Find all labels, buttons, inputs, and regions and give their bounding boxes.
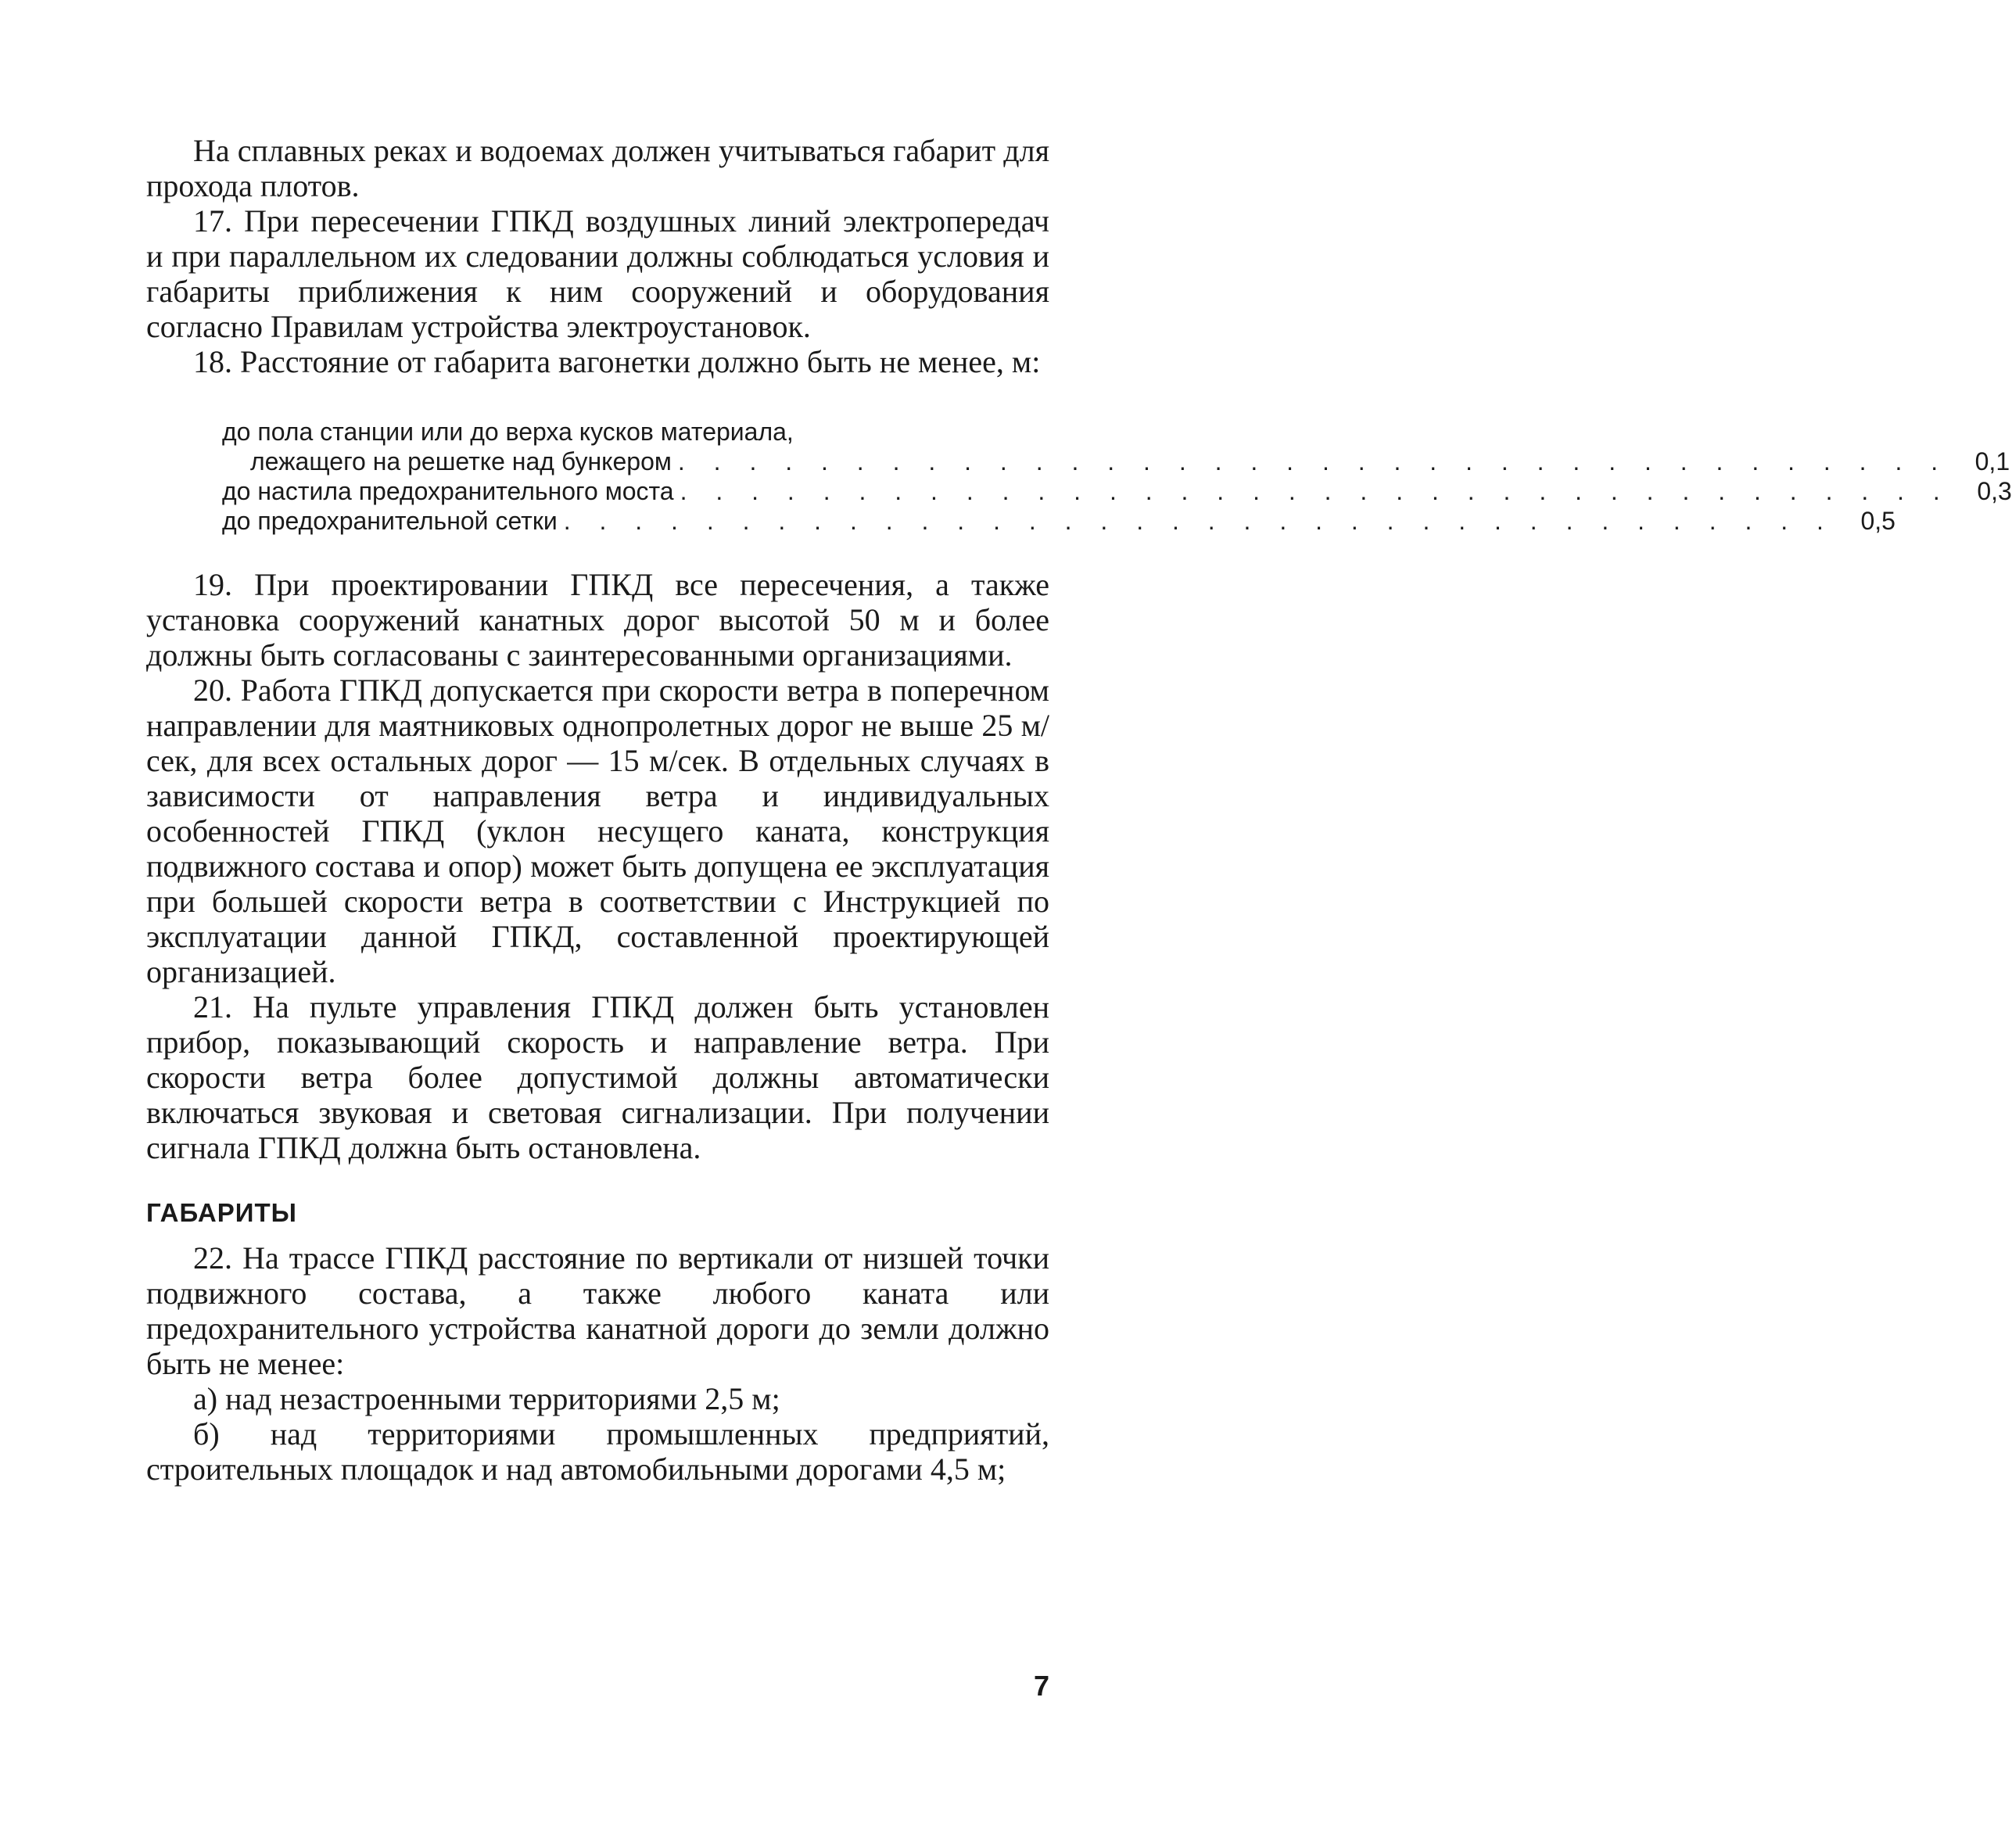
paragraph-22b: б) над территориями промышленных предприятий, строительных площадок и над автомобильными дорогами 4,5 м; — [146, 1416, 1049, 1487]
dot-leader: . . . . . . . . . . . . . . . . . . . . . . . . . . . . . . . . . . . . — [563, 507, 1834, 535]
page-body — [146, 133, 2012, 1487]
table-row-value: 0,1 — [1974, 447, 2010, 475]
section-heading: ГАБАРИТЫ — [146, 1198, 297, 1227]
table-row — [222, 476, 2012, 506]
paragraph-20: 20. Работа ГПКД допускается при скорости ветра в поперечном направлении для маятниковых однопролетных дорог не выше 25 м/сек, для всех остальных дорог — 15 м/сек. В отдельных случаях в зависимости от направления ветра и индивидуальных особенностей ГПКД (уклон несущего каната, конструкция подвижного состава и опор) может быть допущена ее эксплуатация при большей скорости ветра в соответствии с Инструкцией по эксплуатации данной ГПКД, составленной проектирующей организацией. — [146, 673, 1049, 989]
table-row — [222, 417, 1004, 447]
dot-leader: . . . . . . . . . . . . . . . . . . . . . . . . . . . . . . . . . . . . — [677, 447, 1949, 475]
table-row-label: лежащего на решетке над бункером — [250, 447, 672, 475]
paragraphs-bottom — [146, 1240, 1049, 1487]
table-row-label: до пола станции или до верха кусков материала, — [222, 418, 794, 446]
paragraph-18: 18. Расстояние от габарита вагонетки должно быть не менее, м: — [193, 344, 1041, 379]
paragraph-17: 17. При пересечении ГПКД воздушных линий электропередач и при параллельном их следовании должны соблюдаться условия и габариты приближения к ним сооружений и оборудования согласно Правилам устройства электроустановок. — [146, 203, 1049, 344]
table-row — [222, 447, 2010, 476]
table-row-label: до предохранительной сетки — [222, 507, 558, 535]
dot-leader: . . . . . . . . . . . . . . . . . . . . . . . . . . . . . . . . . . . . — [680, 477, 1951, 505]
clearance-table — [222, 417, 2012, 536]
table-row-value: 0,3 — [1977, 477, 2012, 505]
paragraph-22a: а) над незастроенными территориями 2,5 м; — [193, 1381, 780, 1416]
paragraph-22: 22. На трассе ГПКД расстояние по вертикали от низшей точки подвижного состава, а также любого каната или предохранительного устройства канатной дороги до земли должно быть не менее: — [146, 1240, 1049, 1381]
table-row-value: 0,5 — [1860, 507, 1895, 535]
paragraph-21: 21. На пульте управления ГПКД должен быть установлен прибор, показывающий скорость и направление ветра. При скорости ветра более допустимой должны автоматически включаться звуковая и световая сигнализации. При получении сигнала ГПКД должна быть остановлена. — [146, 989, 1049, 1165]
paragraph-rafting: На сплавных реках и водоемах должен учитываться габарит для прохода плотов. — [146, 133, 1049, 203]
page-number: 7 — [1034, 1670, 1050, 1702]
table-row — [222, 506, 1895, 536]
paragraph-19: 19. При проектировании ГПКД все пересечения, а также установка сооружений канатных дорог высотой 50 м и более должны быть согласованы с заинтересованными организациями. — [146, 567, 1049, 673]
table-row-label: до настила предохранительного моста — [222, 477, 674, 505]
paragraphs-top — [146, 133, 1049, 379]
paragraphs-middle — [146, 567, 1049, 1165]
